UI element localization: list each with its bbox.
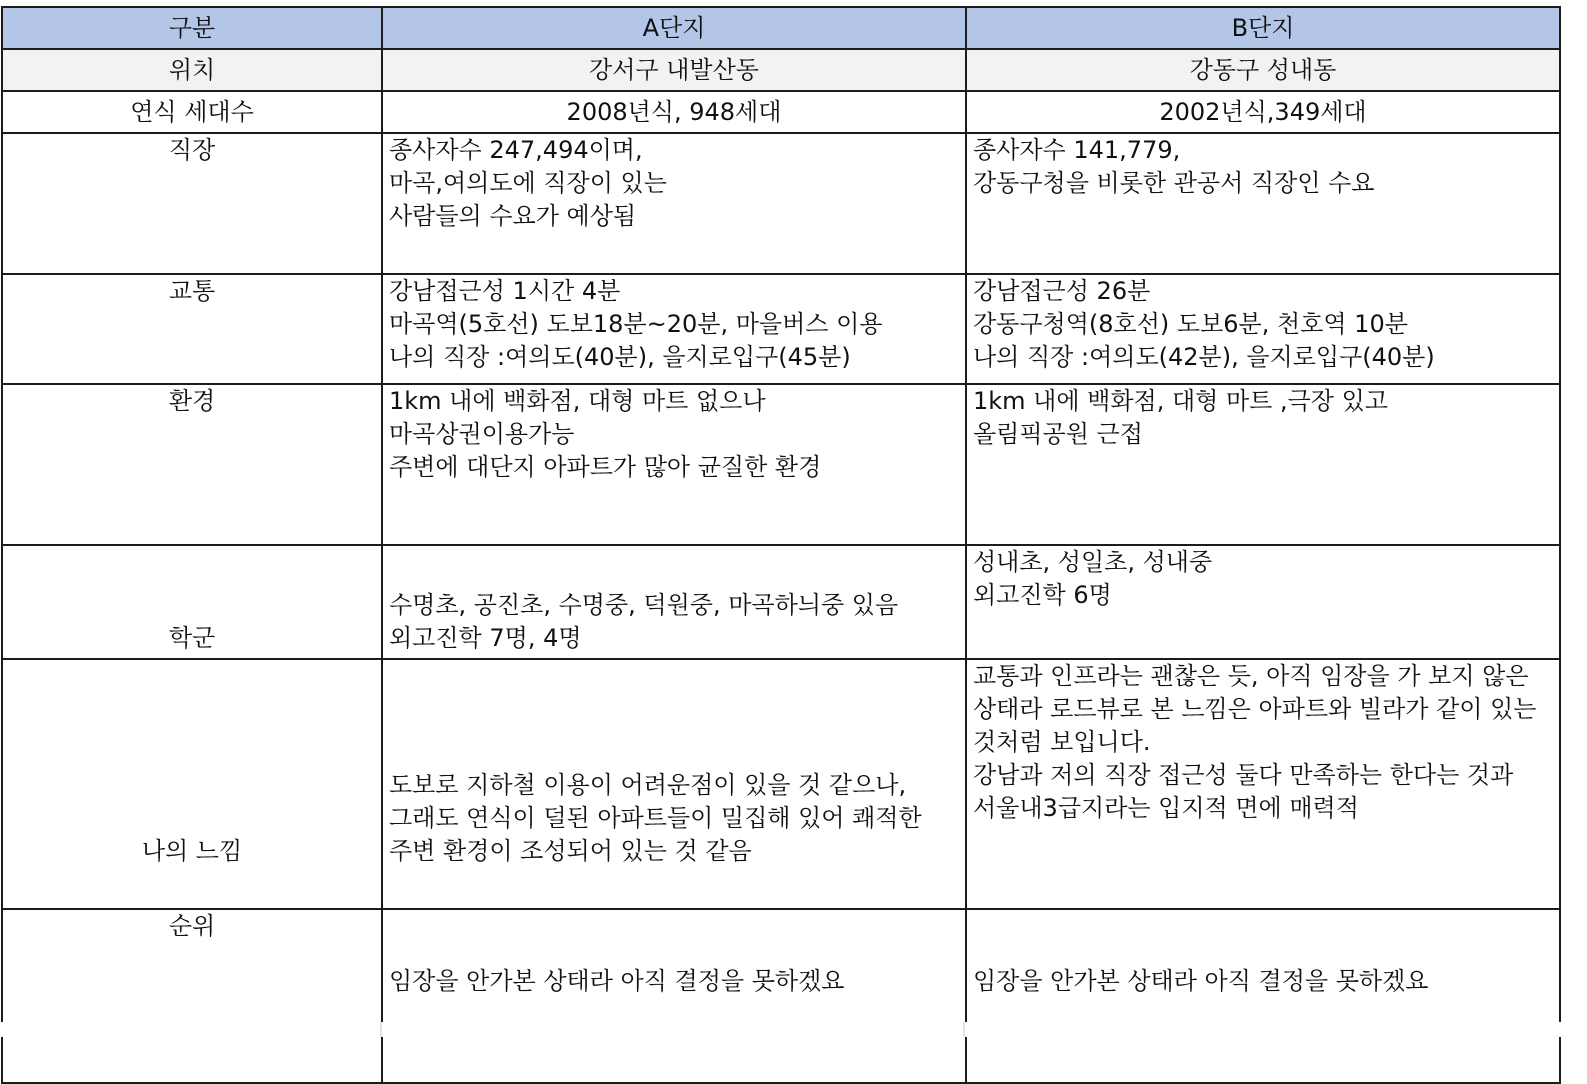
traffic-b-line: 강동구청역(8호선) 도보6분, 천호역 10분 [973, 310, 1408, 338]
header-complex-b: B단지 [966, 7, 1560, 49]
environment-a-line: 마곡상권이용가능 [389, 420, 575, 448]
rank-b [966, 909, 1560, 1083]
job-b-line: 종사자수 141,779, [973, 136, 1181, 164]
school-a-line: 수명초, 공진초, 수명중, 덕원중, 마곡하늬중 있음 [389, 591, 899, 619]
label-year-units: 연식 세대수 [2, 91, 382, 133]
traffic-a-line: 강남접근성 1시간 4분 [389, 277, 621, 305]
row-year-units [2, 91, 1560, 133]
school-a-line: 외고진학 7명, 4명 [389, 624, 582, 652]
label-rank: 순위 [2, 909, 382, 1083]
year-units-b: 2002년식,349세대 [966, 91, 1560, 133]
job-b [966, 133, 1560, 274]
environment-a [382, 384, 966, 545]
school-b-line: 외고진학 6명 [973, 581, 1112, 609]
row-traffic [2, 274, 1560, 384]
row-school [2, 545, 1560, 659]
next-row-edge [0, 1022, 1587, 1037]
environment-a-line: 주변에 대단지 아파트가 많아 균질한 환경 [389, 453, 822, 481]
comparison-table [1, 6, 1561, 1084]
label-environment: 환경 [2, 384, 382, 545]
job-a [382, 133, 966, 274]
label-location: 위치 [2, 49, 382, 91]
traffic-a-line: 마곡역(5호선) 도보18분~20분, 마을버스 이용 [389, 310, 883, 338]
environment-b-line: 1km 내에 백화점, 대형 마트 ,극장 있고 [973, 387, 1388, 415]
label-traffic: 교통 [2, 274, 382, 384]
row-feeling [2, 659, 1560, 909]
job-a-line: 종사자수 247,494이며, [389, 136, 643, 164]
job-a-line: 마곡,여의도에 직장이 있는 [389, 169, 667, 197]
environment-a-line: 1km 내에 백화점, 대형 마트 없으나 [389, 387, 766, 415]
rank-b-text: 임장을 안가본 상태라 아직 결정을 못하겠요 [973, 966, 1429, 995]
school-b [966, 545, 1560, 659]
feeling-a-line: 주변 환경이 조성되어 있는 것 같음 [389, 837, 752, 865]
gridline [963, 1022, 965, 1037]
school-a [382, 545, 966, 659]
job-b-line: 강동구청을 비롯한 관공서 직장인 수요 [973, 169, 1375, 197]
header-category: 구분 [2, 7, 382, 49]
feeling-b [966, 659, 1560, 909]
traffic-a [382, 274, 966, 384]
traffic-b-line: 나의 직장 :여의도(42분), 을지로입구(40분) [973, 343, 1435, 371]
location-b: 강동구 성내동 [966, 49, 1560, 91]
label-school: 학군 [2, 545, 382, 659]
environment-b [966, 384, 1560, 545]
traffic-b-line: 강남접근성 26분 [973, 277, 1151, 305]
job-a-line: 사람들의 수요가 예상됨 [389, 202, 637, 230]
traffic-a-line: 나의 직장 :여의도(40분), 을지로입구(45분) [389, 343, 851, 371]
location-a: 강서구 내발산동 [382, 49, 966, 91]
label-job: 직장 [2, 133, 382, 274]
traffic-b [966, 274, 1560, 384]
row-location [2, 49, 1560, 91]
header-row [2, 7, 1560, 49]
school-b-line: 성내초, 성일초, 성내중 [973, 548, 1213, 576]
year-units-a: 2008년식, 948세대 [382, 91, 966, 133]
feeling-a-line: 그래도 연식이 덜된 아파트들이 밀집해 있어 쾌적한 [389, 804, 922, 832]
environment-b-line: 올림픽공원 근접 [973, 420, 1143, 448]
feeling-a-line: 도보로 지하철 이용이 어려운점이 있을 것 같으나, [389, 771, 907, 799]
header-complex-a: A단지 [382, 7, 966, 49]
feeling-b-line: 강남과 저의 직장 접근성 둘다 만족하는 한다는 것과 [973, 761, 1514, 789]
feeling-b-line: 서울내3급지라는 입지적 면에 매력적 [973, 794, 1359, 822]
row-environment [2, 384, 1560, 545]
feeling-b-line: 교통과 인프라는 괜찮은 듯, 아직 임장을 가 보지 않은 상태라 로드뷰로 본 느낌은 아파트와 빌라가 같이 있는 것처럼 보입니다. [973, 662, 1537, 756]
rank-a-text: 임장을 안가본 상태라 아직 결정을 못하겠요 [389, 966, 845, 995]
row-rank [2, 909, 1560, 1083]
label-feeling: 나의 느낌 [2, 659, 382, 909]
gridline [380, 1022, 382, 1037]
row-job [2, 133, 1560, 274]
rank-a [382, 909, 966, 1083]
feeling-a [382, 659, 966, 909]
